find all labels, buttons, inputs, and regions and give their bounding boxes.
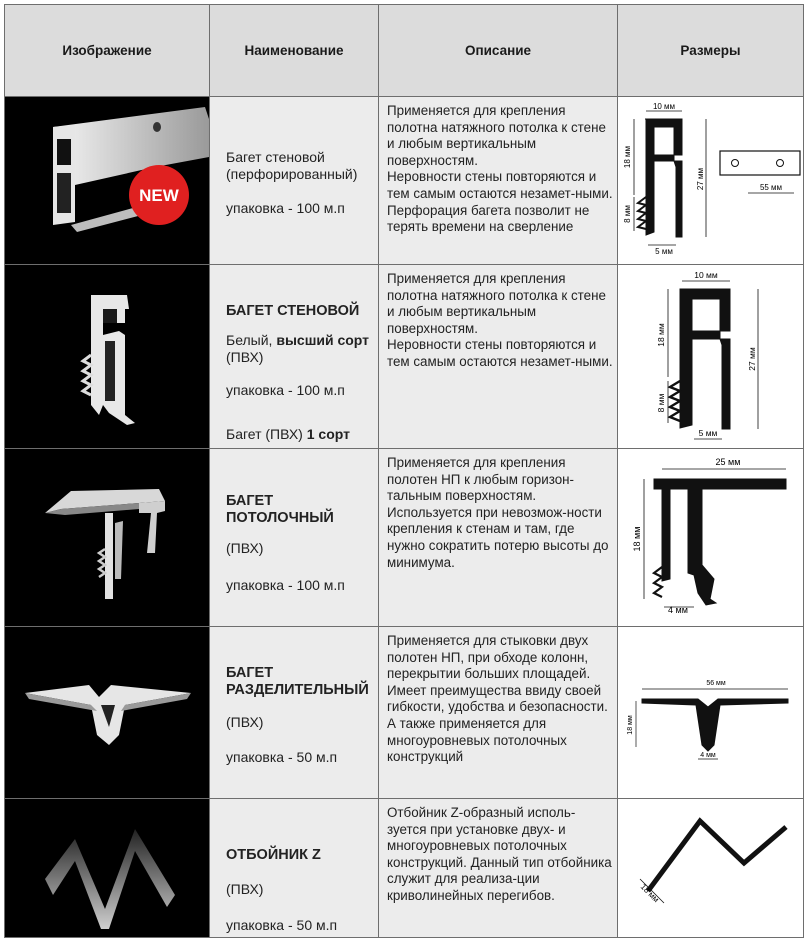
dimension-drawing-cell xyxy=(618,799,803,937)
product-name: Багет стеновой xyxy=(226,149,325,165)
dim-label: 18 мм xyxy=(627,715,634,735)
dim-label: 10 мм xyxy=(694,270,718,280)
dim-label: 18 мм xyxy=(623,145,632,169)
description-text: Отбойник Z-образный исполь-зуется при установке двух- и многоуровневых потолочных конструкций. Данный тип отбойника служит для реализа-ции криволинейных перегибов. xyxy=(387,805,612,903)
product-name-sub: (перфорированный) xyxy=(226,166,358,182)
new-badge-label: NEW xyxy=(139,186,179,205)
product-image-perforated-wall-baguette xyxy=(5,97,209,264)
product-description-cell xyxy=(379,799,617,937)
product-name-cell xyxy=(210,265,378,448)
description-text: Перфорация багета позволит не терять времени на сверление xyxy=(387,202,590,235)
product-image-ceiling-baguette xyxy=(5,449,209,626)
description-text: Используется при невозмож-ности крепления к стенам и там, где нужно сократить потерю высоты до минимума. xyxy=(387,504,609,570)
dim-label: 27 мм xyxy=(696,167,705,191)
description-text: Применяется для крепления полотна натяжного потолка к стене и любым вертикальным поверхностям. xyxy=(387,271,606,336)
description-text: Применяется для крепления полотен НП к любым горизон-тальным поверхностям. xyxy=(387,455,574,504)
dim-label: 8 мм xyxy=(656,393,666,413)
dim-label: 10 мм xyxy=(652,102,676,111)
product-image-separating-baguette xyxy=(5,627,209,798)
product-name-cell xyxy=(210,449,378,626)
product-title-line2: РАЗДЕЛИТЕЛЬНЫЙ xyxy=(226,682,369,698)
dimension-drawing-cell xyxy=(618,265,803,448)
dim-label: 18 мм xyxy=(638,882,661,905)
product-pack: упаковка - 50 м.п xyxy=(226,749,338,765)
product-name-cell xyxy=(210,799,378,937)
product-title: БАГЕТ СТЕНОВОЙ xyxy=(226,303,360,319)
product-description-cell xyxy=(379,265,617,448)
header-name: Наименование xyxy=(244,43,344,58)
dim-label: 27 мм xyxy=(747,347,757,371)
product-description-cell xyxy=(379,449,617,626)
product-title: ОТБОЙНИК Z xyxy=(226,847,321,863)
product-grade: Белый, высший сорт (ПВХ) xyxy=(226,332,370,365)
header-description: Описание xyxy=(464,43,532,58)
product-material: (ПВХ) xyxy=(226,540,264,556)
product-name-cell xyxy=(210,97,378,264)
product-pack: упаковка - 100 м.п xyxy=(226,200,345,216)
dimension-drawing-cell xyxy=(618,627,803,798)
product-material: (ПВХ) xyxy=(226,714,264,730)
product-title-line2: ПОТОЛОЧНЫЙ xyxy=(226,510,334,526)
header-dimensions: Размеры xyxy=(680,43,741,58)
dim-label: 18 мм xyxy=(632,526,642,552)
description-text: Неровности стены повторяются и тем самым остаются незамет-ными. xyxy=(387,169,613,201)
dim-label: 25 мм xyxy=(715,457,741,467)
header-image: Изображение xyxy=(62,43,152,58)
dim-label: 5 мм xyxy=(698,428,718,438)
dim-label: 4 мм xyxy=(700,752,716,759)
dim-label: 55 мм xyxy=(759,183,783,192)
dim-label: 56 мм xyxy=(706,680,726,687)
product-description-cell xyxy=(379,627,617,798)
product-name-cell xyxy=(210,627,378,798)
description-text: Неровности стены повторяются и тем самым остаются незамет-ными. xyxy=(387,337,613,369)
product-pack: упаковка - 100 м.п xyxy=(226,577,345,593)
product-material: (ПВХ) xyxy=(226,881,264,897)
dim-label: 8 мм xyxy=(623,205,632,223)
product-grade-alt: Багет (ПВХ) 1 сорт xyxy=(226,426,350,442)
product-pack: упаковка - 50 м.п xyxy=(226,917,338,933)
product-description-cell xyxy=(379,97,617,264)
product-image-wall-baguette xyxy=(5,265,209,448)
description-text: Применяется для стыковки двух полотен НП, при обходе колонн, перекрытии больших площадей. Имеет преимущества ввиду своей гибкости, удобства и безопасности. А также применяется для многоуровневых потолочных конструкций xyxy=(387,633,608,765)
dim-label: 5 мм xyxy=(655,247,673,256)
description-text: Применяется для крепления полотна натяжного потолка к стене и любым вертикальным поверхностям. xyxy=(387,103,606,168)
product-title: БАГЕТ xyxy=(226,493,274,509)
product-pack: упаковка - 100 м.п xyxy=(226,382,345,398)
dim-label: 4 мм xyxy=(668,605,688,615)
product-title: БАГЕТ xyxy=(226,665,274,681)
dimension-drawing-cell xyxy=(618,97,803,264)
product-table xyxy=(4,4,804,938)
dimension-drawing-cell xyxy=(618,449,803,626)
product-image-z-bumper xyxy=(5,799,209,937)
dim-label: 18 мм xyxy=(656,323,666,347)
